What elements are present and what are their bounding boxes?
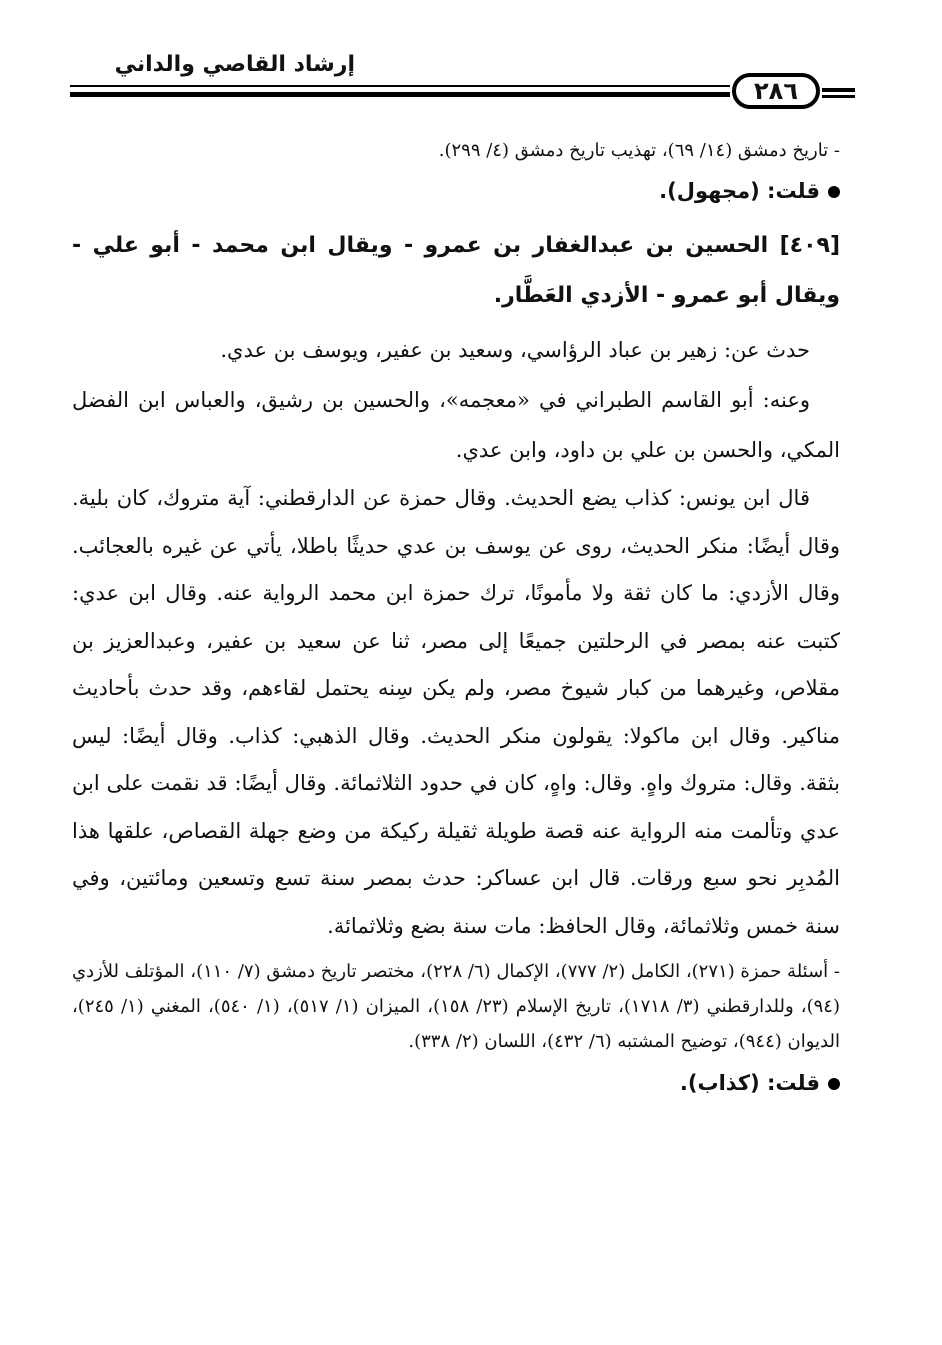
verdict-text: قلت: (مجهول). <box>659 179 820 203</box>
entry-narrated-by: وعنه: أبو القاسم الطبراني في «معجمه»، والحسين بن رشيق، والعباس ابن الفضل المكي، والحسن بن علي بن داود، وابن عدي. <box>72 388 840 462</box>
entry-heading: [٤٠٩] الحسين بن عبدالغفار بن عمرو - ويقال ابن محمد - أبو علي - ويقال أبو عمرو - الأزدي العَطَّار. <box>72 233 840 308</box>
header-rule-thick <box>70 92 730 97</box>
header-rule-right-lower <box>822 95 855 98</box>
entry-sources: - أسئلة حمزة (٢٧١)، الكامل (٢/ ٧٧٧)، الإكمال (٦/ ٢٢٨)، مختصر تاريخ دمشق (٧/ ١١٠)، المؤتلف للأزدي (٩٤)، وللدارقطني (٣/ ١٧١٨)، تاريخ الإسلام (٢٣/ ١٥٨)، الميزان (١/ ٥١٧)، (١/ ٥٤٠)، المغني (١/ ٢٤٥)، الديوان (٩٤٤)، توضيح المشتبه (٦/ ٤٣٢)، اللسان (٢/ ٣٣٨). <box>72 961 840 1052</box>
running-title: إرشاد القاصي والداني <box>114 52 355 77</box>
entry-criticism: قال ابن يونس: كذاب يضع الحديث. وقال حمزة عن الدارقطني: آية متروك، كان بلية. وقال أيضًا: منكر الحديث، روى عن يوسف بن عدي حديثًا باطلا، يأتي عن غيره بالعجائب. وقال الأزدي: ما كان ثقة ولا مأمونًا، ترك حمزة ابن محمد الرواية عنه. وقال ابن عدي: كتبت عنه بمصر في الرحلتين جميعًا إلى مصر، ثنا عن سعيد بن عفير، وعبدالعزيز بن مقلاص، وغيرهما من كبار شيوخ مصر، ولم يكن سِنه يحتمل لقاءهم، وقد حدث بأحاديث مناكير. وقال ابن ماكولا: يقولون منكر الحديث. وقال الذهبي: كذاب. وقال أيضًا: ليس بثقة. وقال: متروك واهٍ. وقال: واهٍ، كان في حدود الثلاثمائة. وقال أيضًا: قد نقمت على ابن عدي وتألمت منه الرواية عنه قصة طويلة ثقيلة ركيكة من وضع جهلة القصاص، علقها هذا المُدبِر نحو سبع ورقات. قال ابن عساكر: حدث بمصر سنة تسع وتسعين ومائتين، وفي سنة خمس وثلاثمائة، وقال الحافظ: مات سنة بضع وثلاثمائة. <box>72 486 840 938</box>
page-header <box>70 40 855 110</box>
bullet-icon <box>828 186 840 198</box>
entry-verdict <box>72 1065 840 1101</box>
previous-entry-verdict <box>72 173 840 209</box>
header-rule-right <box>822 88 855 92</box>
bullet-icon <box>828 1078 840 1090</box>
previous-entry-sources: - تاريخ دمشق (١٤/ ٦٩)، تهذيب تاريخ دمشق (٤/ ٢٩٩). <box>438 140 840 161</box>
page-content <box>72 135 840 1101</box>
verdict-text: قلت: (كذاب). <box>679 1071 820 1095</box>
entry-narrated-from: حدث عن: زهير بن عباد الرؤاسي، وسعيد بن عفير، ويوسف بن عدي. <box>220 338 810 362</box>
header-rule-thin <box>70 85 730 87</box>
page-number: ٢٨٦ <box>732 73 820 109</box>
